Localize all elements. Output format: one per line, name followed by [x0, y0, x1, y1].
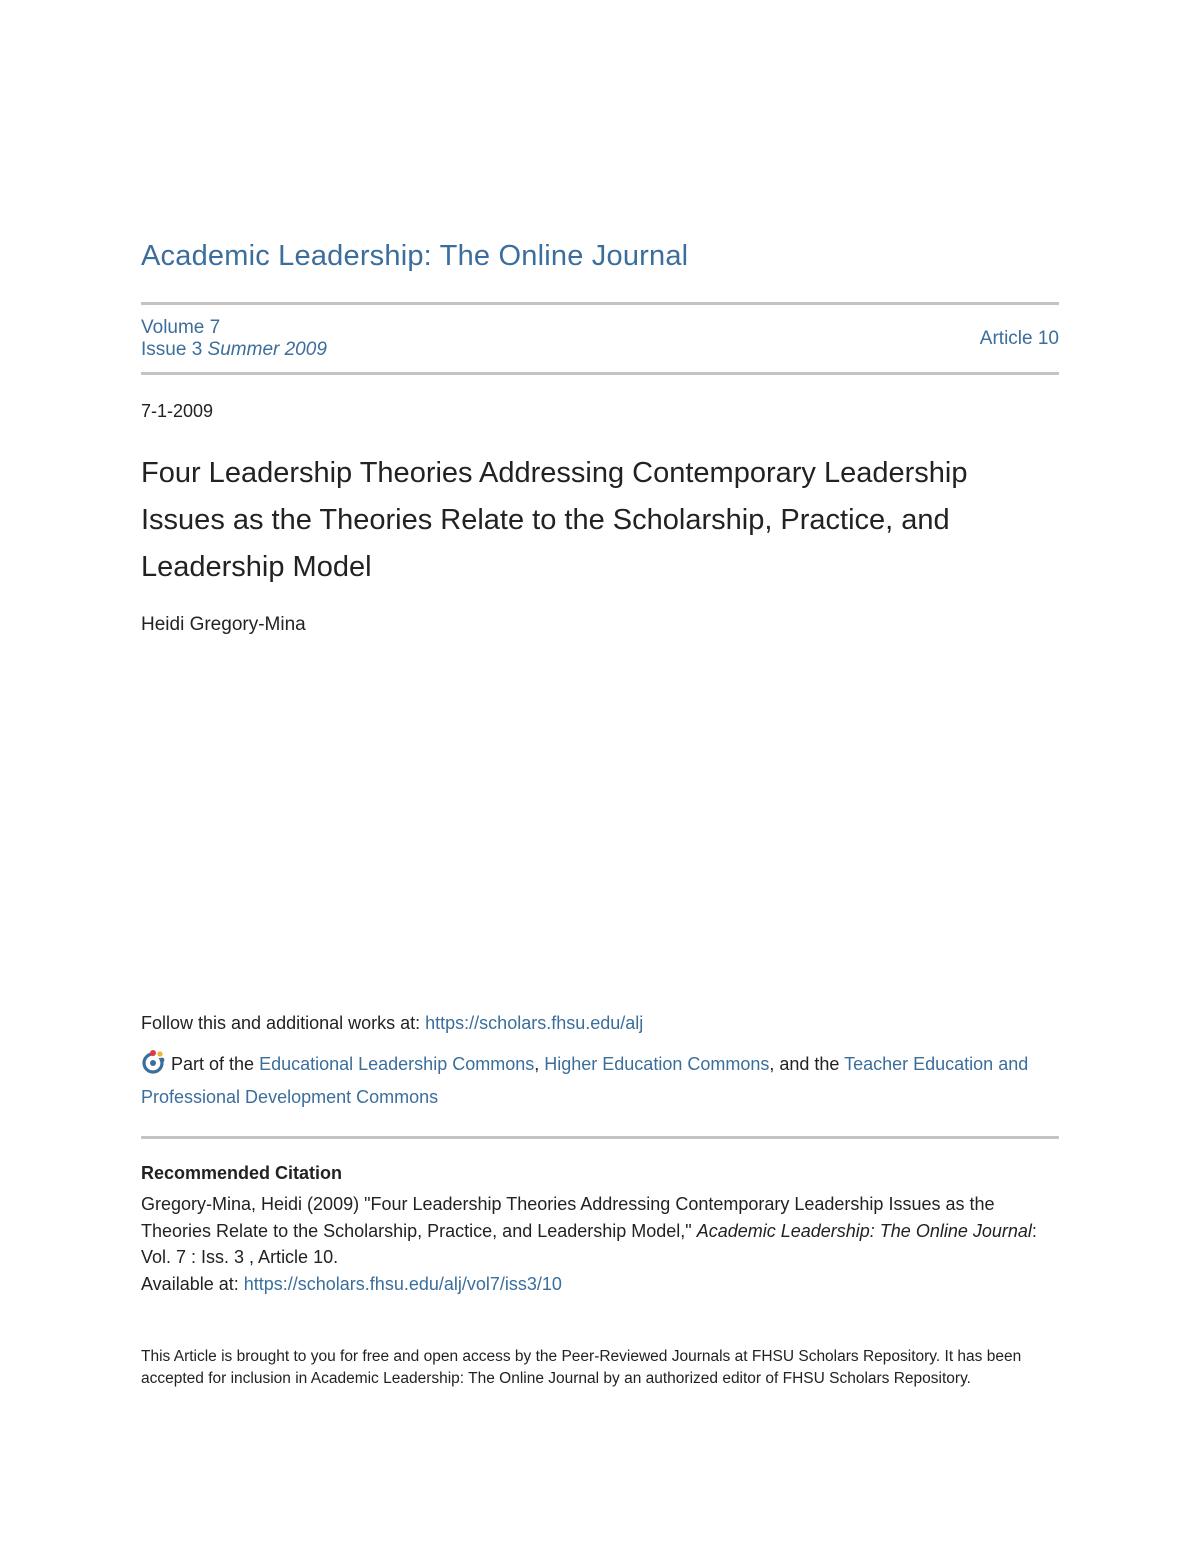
commons-block: [141, 1048, 1059, 1114]
repository-footer-note: This Article is brought to you for free and open access by the Peer-Reviewed Journals at FHSU Scholars Repository. It has been accepted for inclusion in Academic Leadership: The Online Journal by an authorized editor of FHSU Scholars Repository.: [141, 1348, 1022, 1387]
top-divider: [141, 302, 1059, 305]
teacher-education-commons-link[interactable]: Teacher Education and Professional Development Commons: [141, 1054, 1029, 1107]
volume-link[interactable]: Volume 7: [141, 317, 221, 338]
commons-separator-2: , and the: [769, 1054, 845, 1074]
citation-plain: Gregory-Mina, Heidi (2009) "Four Leadership Theories Addressing Contemporary Leadership Issues as the Theories Relate to the Scholarship, Practice, and Leadership Model,": [141, 1194, 995, 1241]
recommended-citation-heading: Recommended Citation: [141, 1163, 343, 1183]
journal-title-link[interactable]: Academic Leadership: The Online Journal: [141, 240, 689, 272]
network-commons-icon: [141, 1049, 167, 1075]
middle-divider: [141, 372, 1059, 375]
citation-journal: Academic Leadership: The Online Journal: [696, 1220, 1032, 1241]
author-name: Heidi Gregory-Mina: [141, 614, 306, 635]
follow-text: Follow this and additional works at:: [141, 1013, 426, 1033]
higher-education-commons-link[interactable]: Higher Education Commons: [544, 1054, 770, 1074]
citation-divider: [141, 1136, 1059, 1139]
article-title: Four Leadership Theories Addressing Contemporary Leadership Issues as the Theories Relate to the Scholarship, Practice, and Leadership Model: [141, 457, 968, 583]
issue-link[interactable]: [141, 339, 327, 360]
issue-label: Issue 3: [141, 339, 203, 360]
available-label: Available at:: [141, 1273, 244, 1294]
issue-season: Summer 2009: [207, 339, 327, 360]
cover-page: [141, 0, 1059, 1553]
follow-url-link[interactable]: https://scholars.fhsu.edu/alj: [425, 1013, 644, 1033]
available-url-link[interactable]: https://scholars.fhsu.edu/alj/vol7/iss3/10: [243, 1273, 562, 1294]
follow-line: [141, 1013, 643, 1034]
publication-date: 7-1-2009: [141, 401, 214, 421]
commons-separator-1: ,: [534, 1054, 545, 1074]
citation-tail: : Vol. 7 : Iss. 3 , Article 10.: [141, 1220, 1037, 1267]
article-number-link[interactable]: Article 10: [979, 328, 1059, 349]
volume-issue-block: [141, 317, 327, 361]
educational-leadership-commons-link[interactable]: Educational Leadership Commons: [259, 1054, 535, 1074]
commons-prefix: Part of the: [171, 1054, 260, 1074]
citation-text: [141, 1191, 1059, 1297]
